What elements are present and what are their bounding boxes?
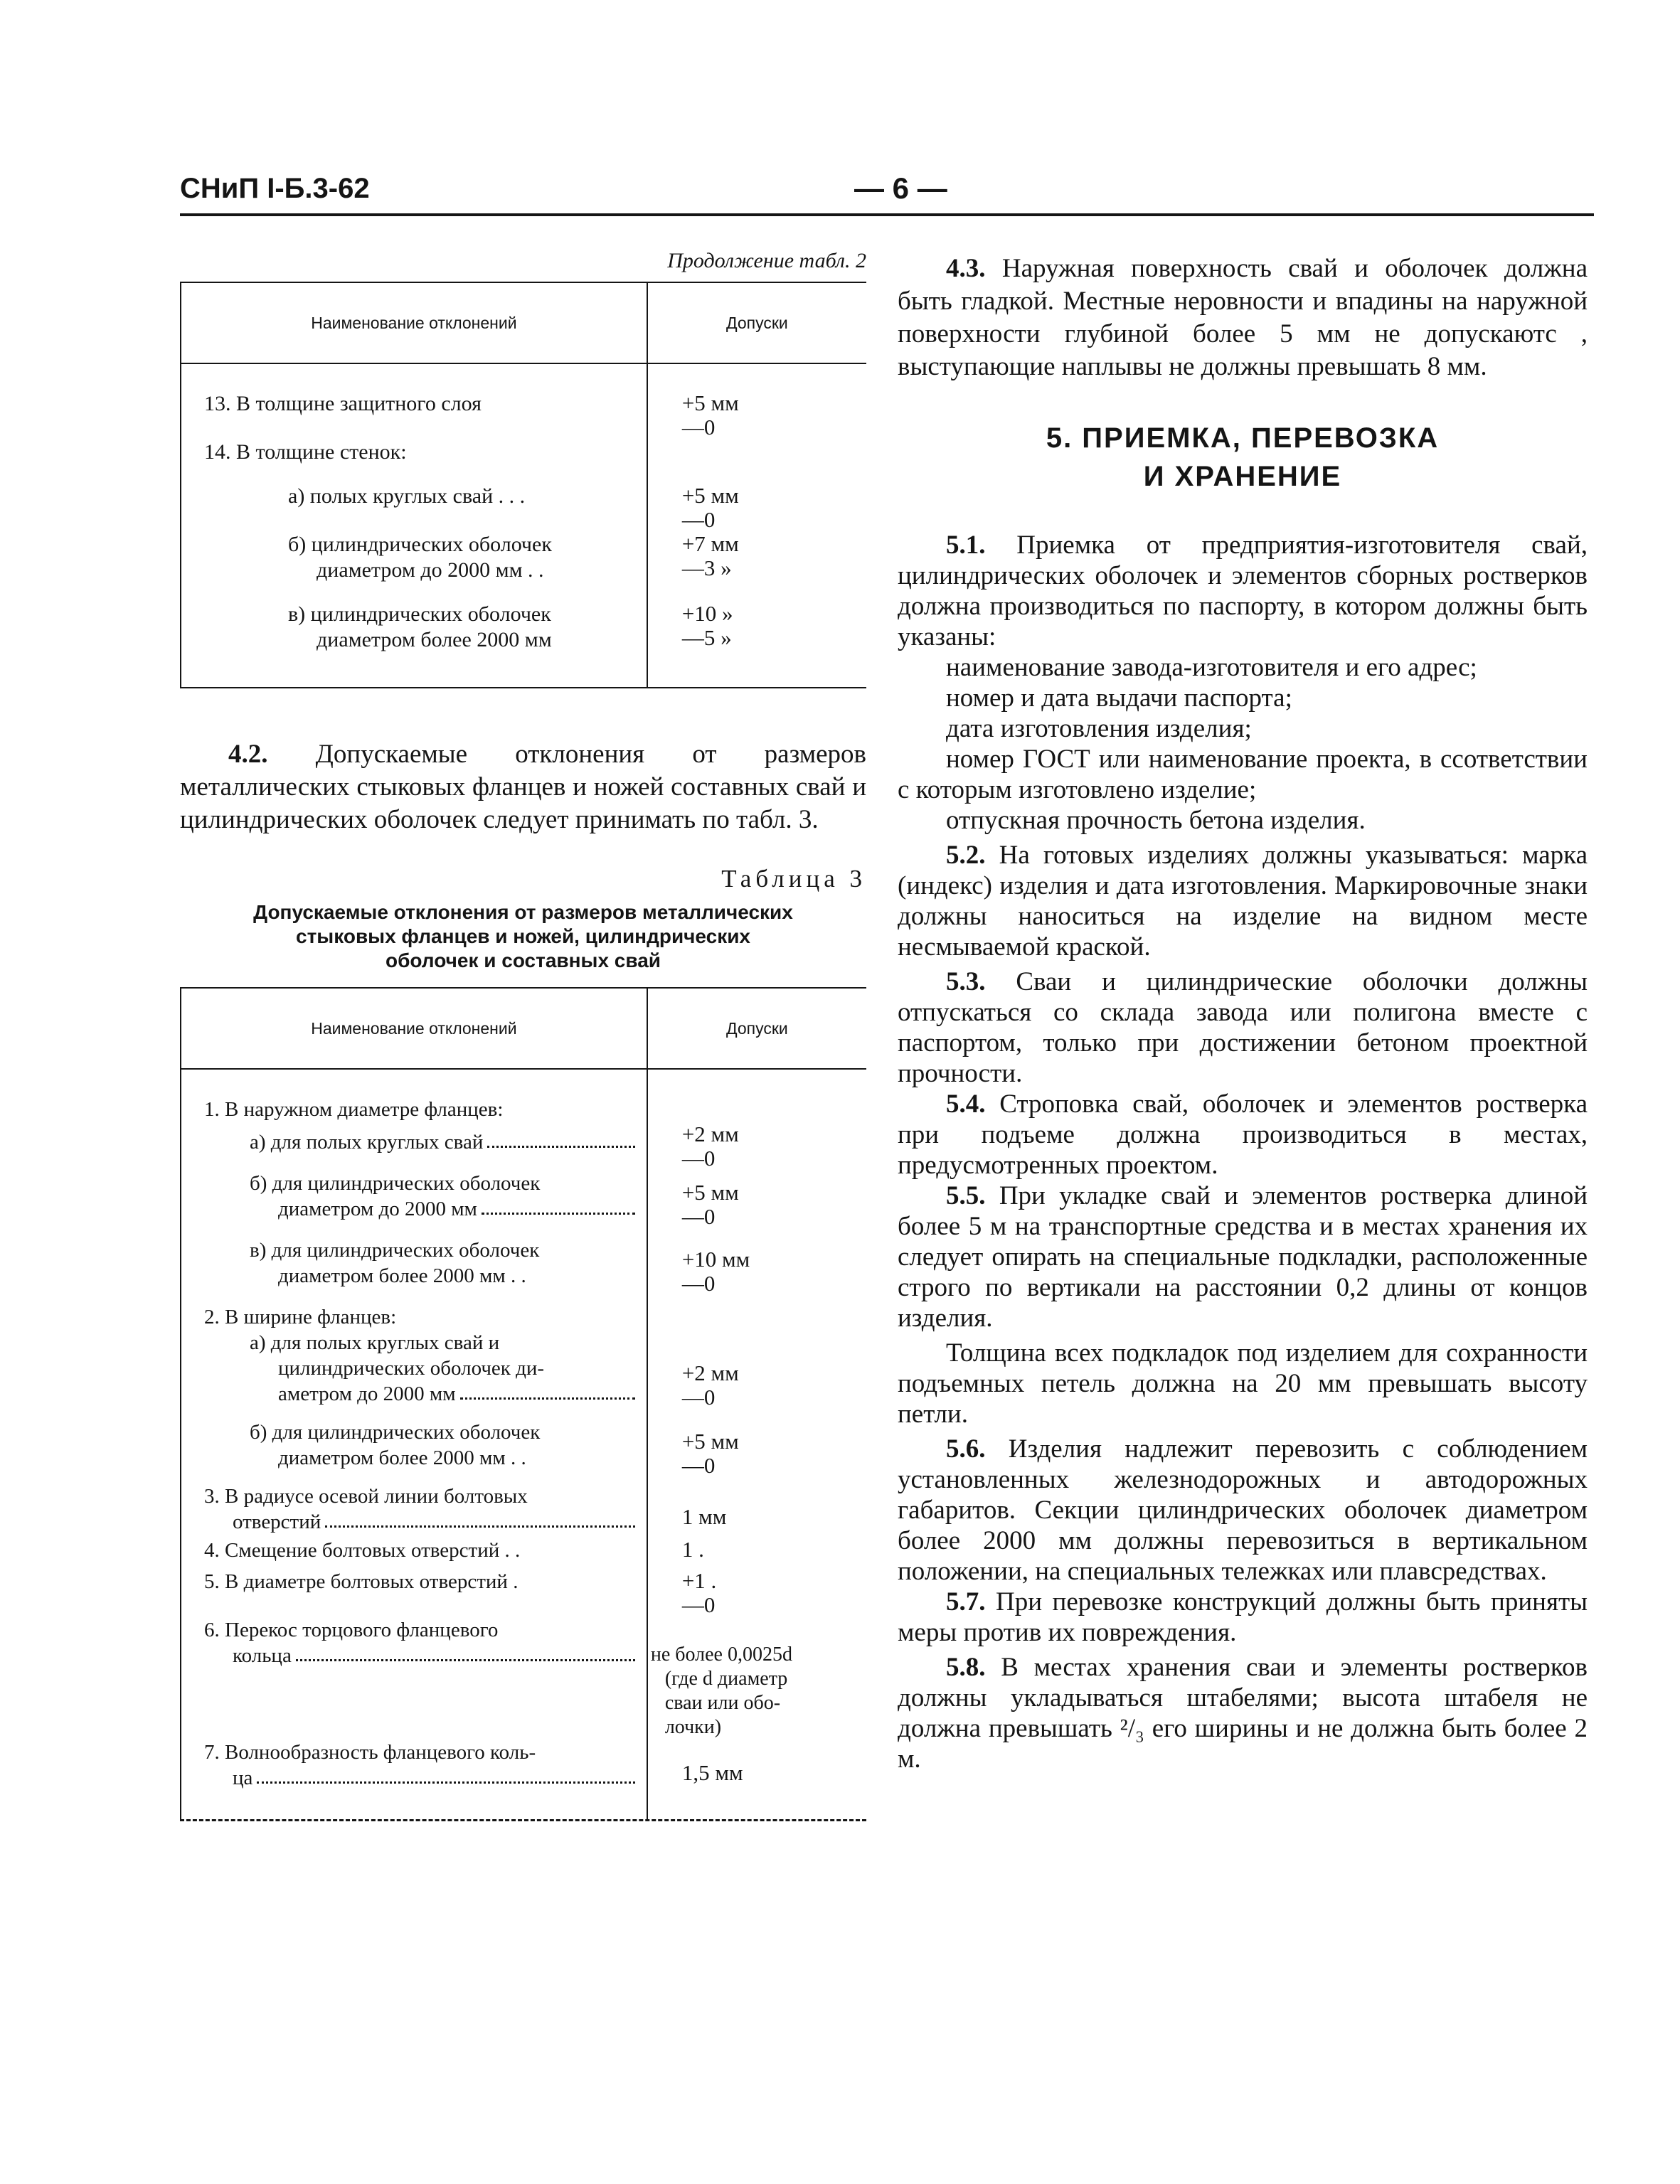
section-5-title: 5. ПРИЕМКА, ПЕРЕВОЗКА И ХРАНЕНИЕ (1046, 422, 1440, 492)
table-row: 7. Волнообразность фланцевого коль- ца 1,5 мм (181, 1740, 866, 1819)
paragraph-5-4: 5.4. Строповка свай, оболочек и элементов ростверка при подъеме должна производиться в местах, предусмотренных проектом. (898, 1090, 1588, 1180)
table-3-title: Таблица 3 (721, 865, 866, 893)
table-3-caption: Допускаемые отклонения от размеров металлических стыковых фланцев и ножей, цилиндрических оболочек и составных свай (253, 901, 793, 971)
column-header-tolerance: Допуски (647, 989, 866, 1069)
paragraph-5-1: 5.1. Приемка от предприятия-изготовителя свай, цилиндрических оболочек и элементов сборных ростверков должна производиться по паспорту, в котором должны быть указаны: (898, 531, 1588, 651)
table-row: б) для цилиндрических оболочек диаметром более 2000 мм . . +5 мм —0 (181, 1419, 866, 1483)
right-column (898, 252, 1588, 1774)
left-column (180, 249, 866, 1821)
table-row: 3. В радиусе осевой линии болтовых отверстий 1 мм (181, 1483, 866, 1538)
header-rule (180, 213, 1594, 216)
table-row: б) цилиндрических оболочек диаметром до 2000 мм . . +7 мм —3 » (181, 532, 866, 602)
paragraph-5-5: 5.5. При укладке свай и элементов ростверка длиной более 5 м на транспортные средства и в местах хранения их следует опирать на специальные подкладки, расположенные строго по вертикали на расстоянии 0,2 длины от концов изделия. (898, 1181, 1588, 1333)
paragraph-4-2: 4.2. Допускаемые отклонения от размеров металлических стыковых фланцев и ножей составных свай и цилиндрических оболочек следует принимать по табл. 3. (180, 740, 866, 834)
list-item: отпускная прочность бетона изделия. (946, 806, 1366, 835)
paragraph-4-3: 4.3. Наружная поверхность свай и оболочек должна быть гладкой. Местные неровности и впадины на наружной поверхности глубиной более 5 мм не допускаютс , выступающие наплывы не должны превышать 8 мм. (898, 254, 1588, 381)
table-row: 2. В ширине фланцев: (181, 1304, 866, 1330)
paragraph-5-3: 5.3. Сваи и цилиндрические оболочки должны отпускаться со склада завода или полигона вместе с паспортом, только при достижении бетоном проектной прочности. (898, 967, 1588, 1088)
table-row: 1. В наружном диаметре фланцев: (181, 1097, 866, 1122)
paragraph-5-2: 5.2. На готовых изделиях должны указываться: марка (индекс) изделия и дата изготовления. Маркировочные знаки должны наноситься на изделие на видном месте несмываемой краской. (898, 841, 1588, 962)
table-row: а) полых круглых свай . . . +5 мм —0 (181, 484, 866, 532)
table-row: а) для полых круглых свай +2 мм —0 (181, 1122, 866, 1171)
list-item: дата изготовления изделия; (946, 714, 1252, 743)
table-row: а) для полых круглых свай и цилиндрических оболочек ди- аметром до 2000 мм +2 мм —0 (181, 1330, 866, 1419)
table-row: 4. Смещение болтовых отверстий . . 1 . (181, 1538, 866, 1569)
table-row: в) для цилиндрических оболочек диаметром более 2000 мм . . +10 мм —0 (181, 1237, 866, 1304)
column-header-name: Наименование отклонений (181, 989, 647, 1069)
document-code: СНиП I-Б.3-62 (180, 173, 370, 204)
table-row: 14. В толщине стенок: (181, 440, 866, 484)
table-2-continuation (180, 282, 866, 688)
page-number: — 6 — (854, 171, 947, 205)
table-row: 5. В диаметре болтовых отверстий . +1 . —0 (181, 1569, 866, 1617)
table-row: 6. Перекос торцового фланцевого кольца не более 0,0025d (где d диаметр сваи или обо- лочки) (181, 1617, 866, 1740)
list-item: номер ГОСТ или наименование проекта, в ссответствии с которым изготовлено изделие; (898, 745, 1588, 804)
page-header (180, 173, 1594, 213)
table-continuation-note: Продолжение табл. 2 (667, 249, 866, 272)
table-row: 13. В толщине защитного слоя +5 мм —0 (181, 391, 866, 440)
table-row: б) для цилиндрических оболочек диаметром до 2000 мм +5 мм —0 (181, 1171, 866, 1237)
list-item: номер и дата выдачи паспорта; (946, 683, 1292, 713)
paragraph-5-7: 5.7. При перевозке конструкций должны быть приняты меры против их повреждения. (898, 1587, 1588, 1647)
paragraph-5-5-continued: Толщина всех подкладок под изделием для сохранности подъемных петель должна на 20 мм превышать высоту петли. (898, 1338, 1588, 1429)
list-item: наименование завода-изготовителя и его адрес; (946, 653, 1477, 682)
table-row: в) цилиндрических оболочек диаметром более 2000 мм +10 » —5 » (181, 602, 866, 687)
table-3 (180, 987, 866, 1821)
column-header-name: Наименование отклонений (181, 283, 647, 363)
paragraph-5-6: 5.6. Изделия надлежит перевозить с соблюдением установленных железнодорожных и автодорожных габаритов. Секции цилиндрических оболочек диаметром более 2000 мм должны перевозиться в вертикальном положении, на специальных тележках или плавсредствах. (898, 1434, 1588, 1586)
paragraph-5-8: 5.8. В местах хранения сваи и элементы ростверков должны укладываться штабелями; высота штабеля не должна превышать ²/₃ его ширины и не должна быть более 2 м. (898, 1653, 1588, 1774)
column-header-tolerance: Допуски (647, 283, 866, 363)
